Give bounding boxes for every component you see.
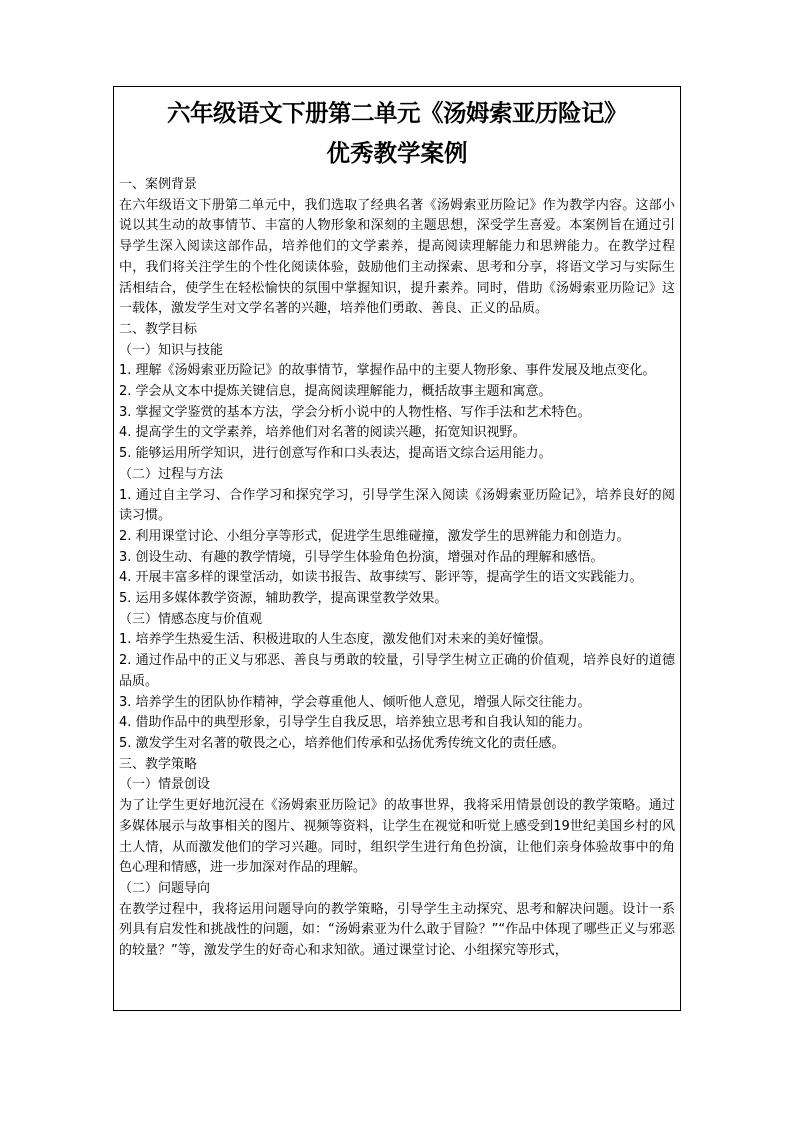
paragraph: 2. 通过作品中的正义与邪恶、善良与勇敢的较量，引导学生树立正确的价值观，培养良好的道德品质。 [119, 653, 675, 689]
paragraph: 5. 能够运用所学知识，进行创意写作和口头表达，提高语文综合运用能力。 [119, 446, 552, 462]
section-heading: （一）知识与技能 [119, 342, 224, 358]
paragraph: 1. 理解《汤姆索亚历险记》的故事情节，掌握作品中的主要人物形象、事件发展及地点变化。 [119, 363, 656, 379]
paragraph: 在六年级语文下册第二单元中，我们选取了经典名著《汤姆索亚历险记》作为教学内容。这部小说以其生动的故事情节、丰富的人物形象和深刻的主题思想，深受学生喜爱。本案例旨在通过引导学生深入阅读这部作品，培养他们的文学素养，提高阅读理解能力和思辨能力。在教学过程中，我们将关注学生的个性化阅读体验，鼓励他们主动探索、思考和分享，将语文学习与实际生活相结合，使学生在轻松愉快的氛围中掌握知识，提升素养。同时，借助《汤姆索亚历险记》这一载体，激发学生对文学名著的兴趣，培养他们勇敢、善良、正义的品质。 [119, 197, 675, 317]
paragraph: 5. 运用多媒体教学资源，辅助教学，提高课堂教学效果。 [119, 591, 448, 607]
paragraph: 4. 提高学生的文学素养，培养他们对名著的阅读兴趣，拓宽知识视野。 [119, 425, 526, 441]
section-heading: （三）情感态度与价值观 [119, 611, 263, 627]
paragraph: 2. 利用课堂讨论、小组分享等形式，促进学生思维碰撞，激发学生的思辨能力和创造力。 [119, 528, 630, 544]
paragraph: 在教学过程中，我将运用问题导向的教学策略，引导学生主动探究、思考和解决问题。设计一系列具有启发性和挑战性的问题，如：“汤姆索亚为什么敢于冒险？”“作品中体现了哪些正义与邪恶的较量？”等，激发学生的好奇心和求知欲。通过课堂讨论、小组探究等形式， [119, 901, 675, 959]
document-title [114, 93, 680, 173]
section-heading: （二）问题导向 [119, 880, 211, 896]
section-heading: 一、案例背景 [119, 177, 198, 192]
document-frame [113, 86, 681, 1011]
paragraph: 3. 培养学生的团队协作精神，学会尊重他人、倾听他人意见，增强人际交往能力。 [119, 694, 591, 710]
paragraph: 5. 激发学生对名著的敬畏之心，培养他们传承和弘扬优秀传统文化的责任感。 [119, 735, 565, 751]
title-line-2: 优秀教学案例 [326, 139, 468, 167]
section-heading: （一）情景创设 [119, 777, 211, 793]
title-line-1: 六年级语文下册第二单元《汤姆索亚历险记》 [167, 99, 627, 127]
paragraph: 1. 培养学生热爱生活、积极进取的人生态度，激发他们对未来的美好憧憬。 [119, 632, 552, 648]
paragraph: 4. 借助作品中的典型形象，引导学生自我反思，培养独立思考和自我认知的能力。 [119, 715, 591, 731]
paragraph: 2. 学会从文本中提炼关键信息，提高阅读理解能力，概括故事主题和寓意。 [119, 384, 552, 400]
section-heading: （二）过程与方法 [119, 466, 224, 482]
paragraph: 3. 创设生动、有趣的教学情境，引导学生体验角色扮演，增强对作品的理解和感悟。 [119, 549, 604, 565]
document-body [114, 173, 680, 962]
paragraph: 3. 掌握文学鉴赏的基本方法，学会分析小说中的人物性格、写作手法和艺术特色。 [119, 404, 591, 420]
section-heading: 二、教学目标 [119, 321, 198, 337]
paragraph: 为了让学生更好地沉浸在《汤姆索亚历险记》的故事世界，我将采用情景创设的教学策略。通过多媒体展示与故事相关的图片、视频等资料，让学生在视觉和听觉上感受到19世纪美国乡村的风土人情，从而激发他们的学习兴趣。同时，组织学生进行角色扮演，让他们亲身体验故事中的角色心理和情感，进一步加深对作品的理解。 [119, 798, 675, 876]
section-heading: 三、教学策略 [119, 756, 198, 772]
paragraph: 4. 开展丰富多样的课堂活动，如读书报告、故事续写、影评等，提高学生的语文实践能力。 [119, 570, 643, 586]
paragraph: 1. 通过自主学习、合作学习和探究学习，引导学生深入阅读《汤姆索亚历险记》，培养良好的阅读习惯。 [119, 487, 675, 524]
